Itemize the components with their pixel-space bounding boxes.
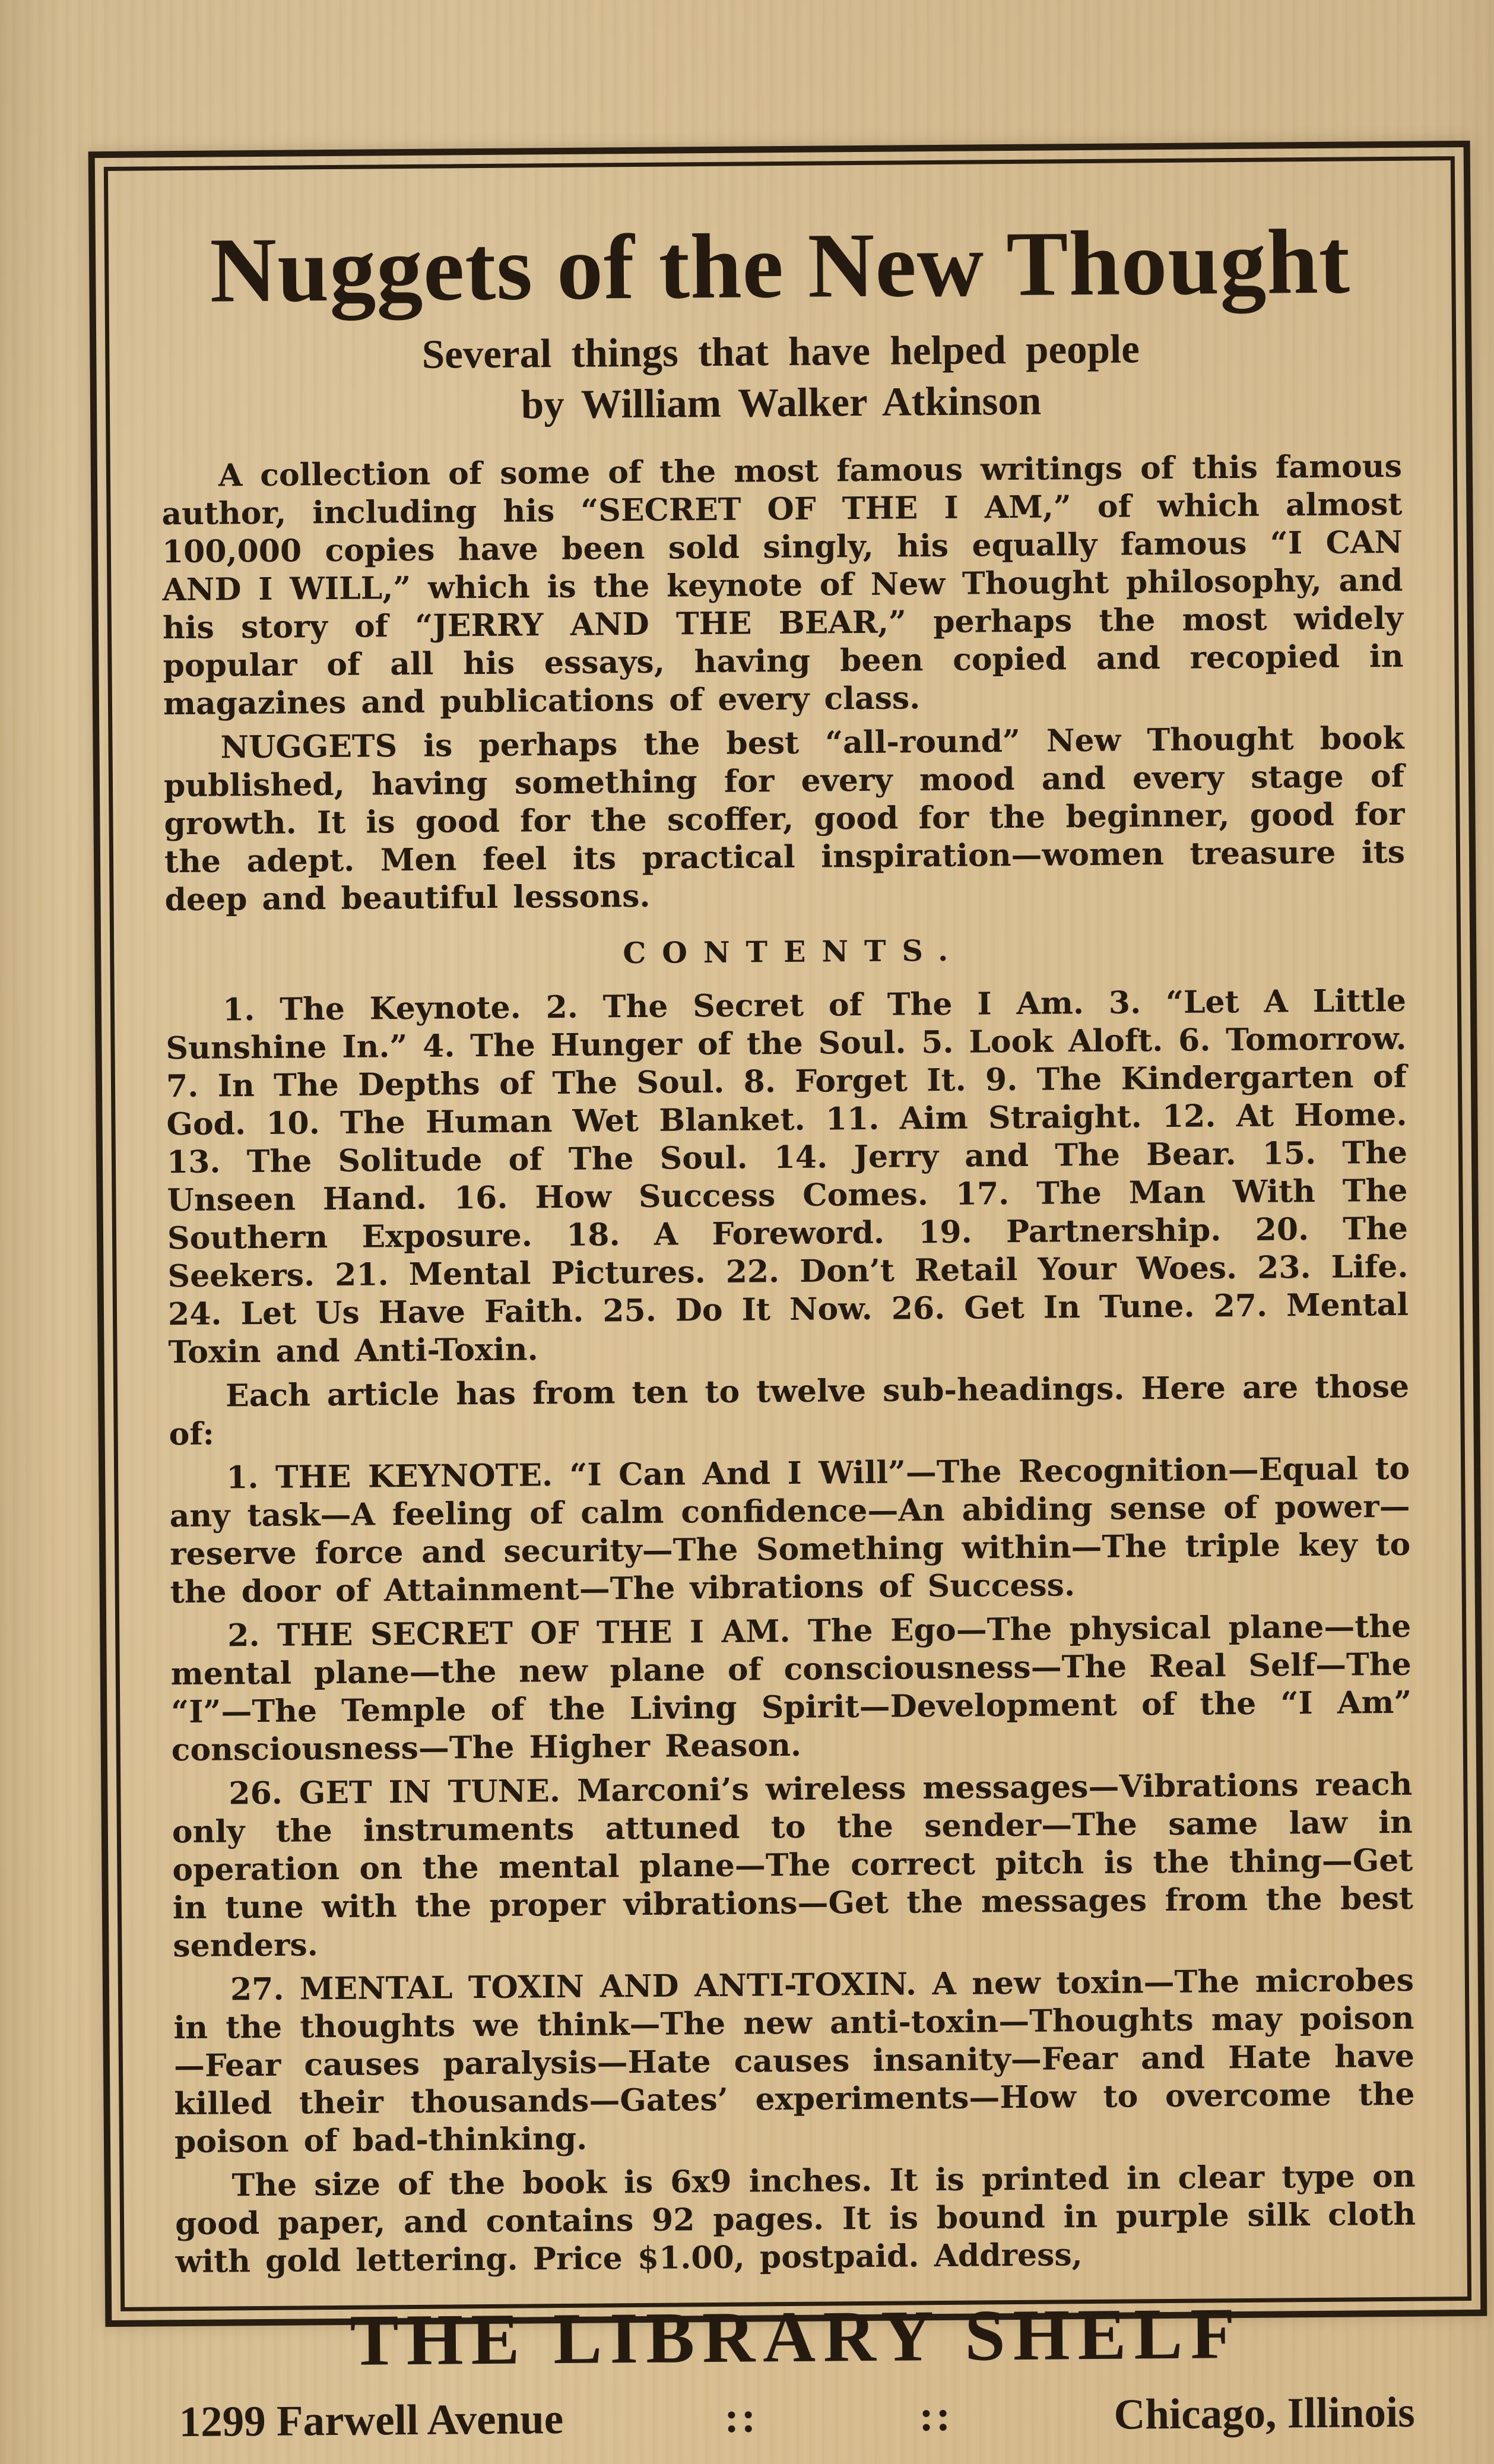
street-address: 1299 Farwell Avenue [179, 2395, 564, 2446]
publisher-address-row [179, 2387, 1415, 2447]
publisher-name: THE LIBRARY SHELF [350, 2292, 1244, 2381]
subheading-paragraph-get-in-tune: 26. GET IN TUNE. Marconi’s wireless messages—Vibrations reach only the instruments attuned to the sender—The same law in operation on the mental plane—The correct pitch is the thing—Get in tune with the proper vibrations—Get the messages from the best senders. [172, 1766, 1414, 1965]
page-border-frame [88, 141, 1487, 2446]
subheading-paragraph-keynote: 1. THE KEYNOTE. “I Can And I Will”—The Recognition—Equal to any task—A feeling of calm confidence—An abiding sense of power—reserve force and security—The Something within—The triple key to the door of Attainment—The vibrations of Success. [169, 1450, 1411, 1611]
contents-heading: CONTENTS. [623, 933, 965, 971]
author-byline: by William Walker Atkinson [521, 378, 1042, 427]
page-border-inner-rule [104, 156, 1471, 2446]
colon-separator-right: :: [919, 2392, 953, 2440]
book-title: Nuggets of the New Thought [209, 210, 1351, 322]
intro-paragraph-collection: A collection of some of the most famous writings of this famous author, including his “SECRET OF THE I AM,” of which almost 100,000 copies have been sold singly, his equally famous “I CAN AND I WILL,” which is the keynote of New Thought philosophy, and his story of “JERRY AND THE BEAR,” perhaps the most widely popular of all his essays, having been copied and recopied in magazines and publications of every class. [161, 448, 1404, 723]
subheading-paragraph-secret-of-i-am: 2. THE SECRET OF THE I AM. The Ego—The physical plane—the mental plane—the new plane of consciousness—The Real Self—The “I”—The Temple of the Living Spirit—Development of the “I Am” consciousness—The Higher Reason. [170, 1608, 1412, 1769]
intro-paragraph-nuggets: NUGGETS is perhaps the best “all-round” New Thought book published, having something for every mood and every stage of growth. It is good for the scoffer, good for the beginner, good for the adept. Men feel its practical inspiration—women treasure its deep and beautiful lessons. [163, 720, 1406, 919]
subheadings-intro: Each article has from ten to twelve sub-headings. Here are those of: [169, 1368, 1410, 1453]
book-subtitle: Several things that have helped people [421, 326, 1140, 377]
colon-separator-left: :: [724, 2393, 759, 2442]
contents-list: 1. The Keynote. 2. The Secret of The I Am. 3. “Let A Little Sunshine In.” 4. The Hunger of the Soul. 5. Look Aloft. 6. Tomorrow. 7. In The Depths of The Soul. 8. Forget It. 9. The Kindergarten of God. 10. The Human Wet Blanket. 11. Aim Straight. 12. At Home. 13. The Solitude of The Soul. 14. Jerry and The Bear. 15. The Unseen Hand. 16. How Success Comes. 17. The Man With The Southern Exposure. 18. A Foreword. 19. Partnership. 20. The Seekers. 21. Mental Pictures. 22. Don’t Retail Your Woes. 23. Life. 24. Let Us Have Faith. 25. Do It Now. 26. Get In Tune. 27. Mental Toxin and Anti-Toxin. [166, 982, 1409, 1371]
book-details-price: The size of the book is 6x9 inches. It is printed in clear type on good paper, and contains 92 pages. It is bound in purple silk cloth with gold lettering. Price $1.00, postpaid. Address, [175, 2158, 1416, 2281]
city-state: Chicago, Illinois [1114, 2388, 1415, 2439]
subheading-paragraph-mental-toxin: 27. MENTAL TOXIN AND ANTI-TOXIN. A new toxin—The microbes in the thoughts we think—The new anti-toxin—Thoughts may poison—Fear causes paralysis—Hate causes insanity—Fear and Hate have killed their thousands—Gates’ experiments—How to overcome the poison of bad-thinking. [173, 1962, 1415, 2161]
